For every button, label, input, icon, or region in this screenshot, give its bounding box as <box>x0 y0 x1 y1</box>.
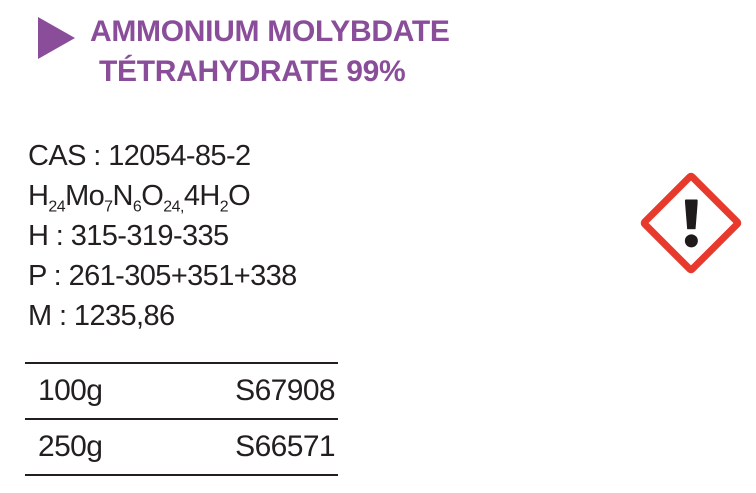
formula-base: O <box>228 180 251 212</box>
exclamation-glyph <box>685 199 698 247</box>
precautionary-statements: P : 261-305+351+338 <box>28 260 297 292</box>
catalog-reference: S66571 <box>235 430 335 463</box>
product-row <box>25 364 338 420</box>
formula-subscript: 7 <box>104 198 113 216</box>
package-size: 250g <box>38 430 103 463</box>
formula-base: O <box>141 180 164 212</box>
exclamation-dot <box>685 234 698 247</box>
formula-base: H <box>28 180 49 212</box>
formula-base: N <box>112 180 133 212</box>
ghs07-exclamation-icon <box>639 171 744 276</box>
product-row <box>25 420 338 476</box>
chemical-details <box>28 136 297 336</box>
products-table <box>25 362 338 476</box>
catalog-reference: S67908 <box>235 374 335 407</box>
triangle-bullet-icon <box>38 17 75 59</box>
formula-base: 4H <box>183 180 220 212</box>
formula-subscript: 2 <box>219 198 229 216</box>
cas-number: CAS : 12054-85-2 <box>28 140 251 172</box>
formula-base: Mo <box>65 180 105 212</box>
molar-mass: M : 1235,86 <box>28 300 175 332</box>
formula-subscript: 24, <box>163 198 184 216</box>
package-size: 100g <box>38 374 103 407</box>
product-title <box>90 12 450 92</box>
product-title-line1: AMMONIUM MOLYBDATE <box>90 15 450 48</box>
product-title-line2: TÉTRAHYDRATE 99% <box>99 55 406 88</box>
hazard-statements: H : 315-319-335 <box>28 220 229 252</box>
chemical-formula <box>28 176 297 216</box>
formula-subscript: 24 <box>48 198 66 216</box>
formula-subscript: 6 <box>132 198 142 216</box>
exclamation-bar <box>685 199 698 229</box>
